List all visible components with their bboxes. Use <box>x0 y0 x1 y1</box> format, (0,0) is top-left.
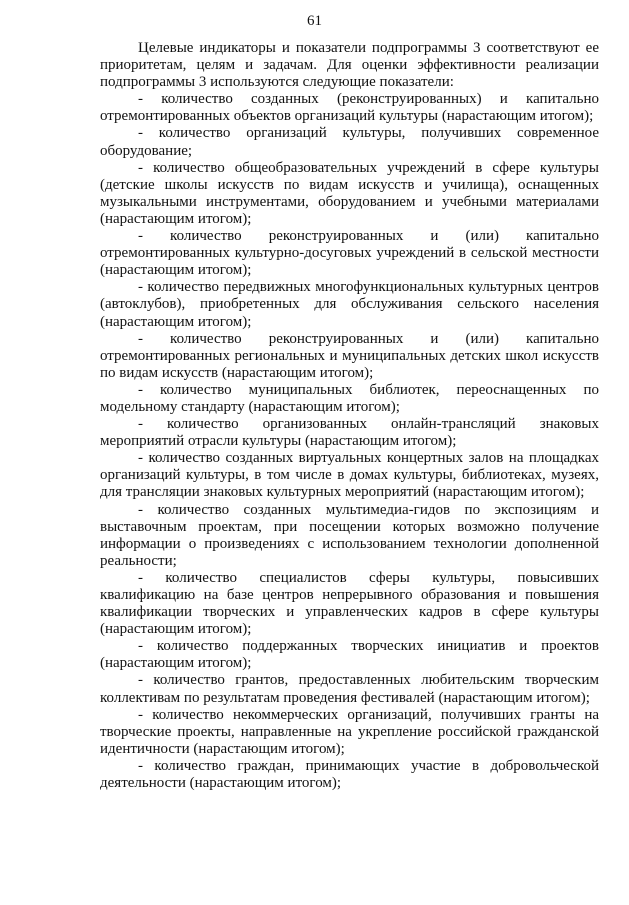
list-item: - количество созданных (реконструированных) и капитально отремонтированных объектов организаций культуры (нарастающим итогом); <box>100 91 599 125</box>
list-item: - количество муниципальных библиотек, переоснащенных по модельному стандарту (нарастающим итогом); <box>100 381 599 415</box>
list-item: - количество реконструированных и (или) капитально отремонтированных региональных и муниципальных детских школ искусств по видам искусств (нарастающим итогом); <box>100 330 599 381</box>
intro-paragraph: Целевые индикаторы и показатели подпрограммы 3 соответствуют ее приоритетам, целям и задачам. Для оценки эффективности реализации подпрограммы 3 используются следующие показатели: <box>100 40 599 91</box>
list-item: - количество поддержанных творческих инициатив и проектов (нарастающим итогом); <box>100 638 599 672</box>
list-item: - количество некоммерческих организаций, получивших гранты на творческие проекты, направленные на укрепление российской гражданской идентичности (нарастающим итогом); <box>100 706 599 757</box>
list-item: - количество грантов, предоставленных любительским творческим коллективам по результатам проведения фестивалей (нарастающим итогом); <box>100 672 599 706</box>
list-item: - количество общеобразовательных учреждений в сфере культуры (детские школы искусств по видам искусств и училища), оснащенных музыкальными инструментами, оборудованием и учебными материалами (нарастающим итогом); <box>100 159 599 227</box>
list-item: - количество передвижных многофункциональных культурных центров (автоклубов), приобретенных для обслуживания сельского населения (нарастающим итогом); <box>100 279 599 330</box>
list-item: - количество организованных онлайн-трансляций знаковых мероприятий отрасли культуры (нарастающим итогом); <box>100 416 599 450</box>
list-item: - количество реконструированных и (или) капитально отремонтированных культурно-досуговых учреждений в сельской местности (нарастающим итогом); <box>100 228 599 279</box>
list-item: - количество организаций культуры, получивших современное оборудование; <box>100 125 599 159</box>
page-number: 61 <box>307 13 322 29</box>
document-body <box>100 40 599 792</box>
list-item: - количество граждан, принимающих участие в добровольческой деятельности (нарастающим итогом); <box>100 757 599 792</box>
list-item: - количество созданных виртуальных концертных залов на площадках организаций культуры, в том числе в домах культуры, библиотеках, музеях, для трансляции знаковых культурных мероприятий (нарастающим итогом); <box>100 450 599 501</box>
list-item: - количество созданных мультимедиа-гидов по экспозициям и выставочным проектам, при посещении которых возможно получение информации о произведениях с использованием технологии дополненной реальности; <box>100 501 599 569</box>
list-item: - количество специалистов сферы культуры, повысивших квалификацию на базе центров непрерывного образования и повышения квалификации творческих и управленческих кадров в сфере культуры (нарастающим итогом); <box>100 569 599 638</box>
